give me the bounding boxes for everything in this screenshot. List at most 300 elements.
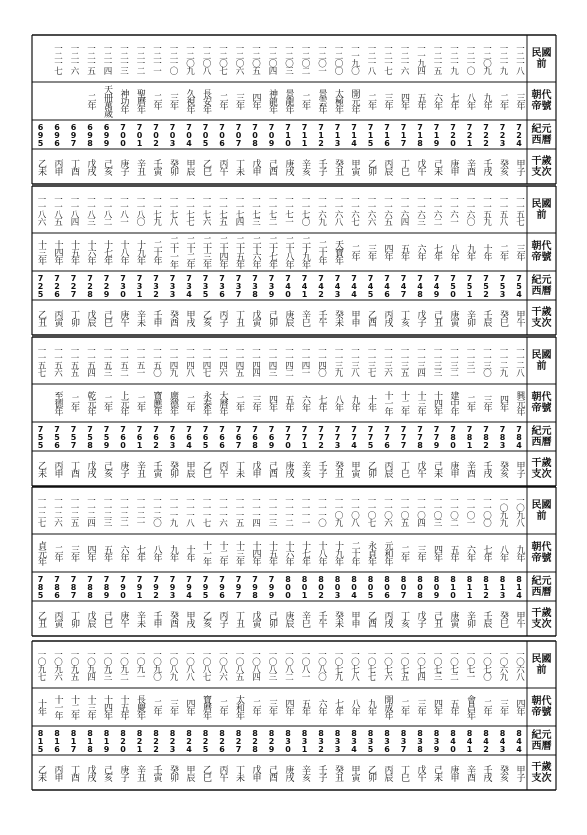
ad-cell: 753 [498, 273, 507, 298]
era-cell: 四年 [382, 244, 393, 260]
minguo-cell: 一〇七八 [349, 649, 360, 680]
era-cell: 八年 [498, 545, 508, 561]
ad-cell: 729 [102, 273, 111, 298]
ad-cell: 781 [465, 424, 474, 449]
header-ad: 紀元西曆 [531, 425, 552, 448]
minguo-cell: 一一二七 [36, 495, 46, 526]
ad-cell: 791 [135, 574, 144, 599]
ad-cell: 700 [118, 122, 128, 147]
ganzhi-cell: 丁巳 [399, 764, 409, 781]
minguo-cell: 一〇九六 [52, 649, 63, 680]
minguo-cell: 一一二八 [514, 345, 525, 376]
ad-cell: 799 [267, 574, 276, 599]
header-ad: 紀元西曆 [531, 575, 552, 598]
ad-cell: 798 [250, 574, 260, 599]
ganzhi-cell: 壬子 [316, 764, 327, 781]
era-cell: 十四年 [250, 541, 261, 565]
ganzhi-cell: 癸亥 [498, 460, 508, 477]
ad-cell: 829 [267, 728, 276, 753]
era-cell: 二年 [399, 545, 409, 561]
ad-cell: 709 [267, 122, 276, 147]
ganzhi-cell: 壬子 [316, 158, 327, 175]
minguo-cell: 一二一七 [52, 43, 63, 74]
era-cell: 二年 [349, 244, 360, 260]
ganzhi-cell: 庚申 [448, 764, 459, 781]
minguo-cell: 一一五六 [52, 345, 63, 376]
ganzhi-cell: 乙丑 [36, 309, 46, 326]
minguo-cell: 一二〇九 [481, 43, 492, 74]
era-cell: 太和年 [234, 695, 244, 719]
era-cell: 八年 [151, 545, 162, 561]
era-cell: 六年 [300, 395, 310, 411]
ad-cell: 698 [85, 122, 95, 147]
ad-cell: 732 [151, 273, 161, 298]
minguo-cell: 一一一二 [283, 495, 294, 526]
ganzhi-cell: 丙午 [217, 158, 228, 175]
minguo-cell: 一一三九 [333, 345, 343, 376]
ganzhi-cell: 辛丑 [135, 764, 145, 781]
ganzhi-cell: 癸亥 [498, 158, 508, 175]
ganzhi-cell: 甲申 [349, 309, 360, 326]
era-cell: 二年 [217, 699, 228, 715]
ad-cell: 805 [366, 574, 375, 599]
minguo-cell: 一一六〇 [465, 194, 475, 225]
ganzhi-cell: 甲午 [514, 309, 525, 326]
ad-cell: 796 [217, 574, 227, 599]
era-cell: 永泰年 [201, 391, 211, 415]
era-cell: 二十八年 [283, 236, 294, 268]
ganzhi-cell: 戊申 [250, 460, 261, 477]
era-cell: 建中年 [448, 391, 459, 415]
ganzhi-cell: 壬寅 [151, 158, 162, 175]
ganzhi-cell: 甲辰 [184, 158, 195, 175]
minguo-cell: 一一八一 [118, 194, 129, 225]
era-cell: 九年 [349, 395, 360, 411]
era-cell: 乾元年 [85, 391, 96, 415]
minguo-cell: 一〇九一 [135, 649, 145, 680]
ganzhi-cell: 丙戌 [382, 610, 393, 627]
ganzhi-cell: 乙酉 [366, 309, 376, 326]
era-cell: 十七年 [102, 240, 112, 264]
era-cell: 十五年 [69, 240, 79, 264]
era-cell [32, 84, 49, 118]
ad-cell: 818 [85, 728, 95, 753]
era-cell: 二年 [69, 395, 79, 411]
ad-cell: 813 [498, 574, 507, 599]
era-cell: 四年 [514, 699, 525, 715]
era-cell: 七年 [135, 545, 145, 561]
minguo-cell: 一一八〇 [135, 194, 145, 225]
ad-cell: 745 [366, 273, 375, 298]
ad-cell: 726 [52, 273, 62, 298]
era-cell: 二十四年 [217, 236, 228, 268]
ganzhi-cell: 丙辰 [382, 764, 393, 781]
era-cell: 廣德年 [168, 391, 178, 415]
ad-cell: 784 [514, 424, 524, 449]
minguo-cell: 一二一九 [448, 43, 459, 74]
era-cell: 景雲年 [316, 89, 327, 113]
ganzhi-cell: 辛卯 [465, 309, 475, 326]
minguo-cell: 一二〇五 [250, 43, 261, 74]
minguo-cell: 一一〇七 [366, 495, 376, 526]
era-cell: 八年 [349, 699, 360, 715]
ganzhi-cell: 癸丑 [333, 158, 343, 175]
era-cell: 二年 [234, 395, 244, 411]
era-cell: 長慶年 [135, 695, 145, 719]
minguo-cell: 一一二〇 [151, 495, 162, 526]
ganzhi-cell: 庚申 [448, 460, 459, 477]
ganzhi-cell: 乙酉 [366, 610, 376, 627]
ad-cell: 779 [432, 424, 441, 449]
era-cell: 十三年 [234, 541, 244, 565]
era-cell: 十二年 [217, 541, 228, 565]
era-cell: 十四年 [52, 240, 63, 264]
ad-cell: 821 [135, 728, 144, 753]
era-cell: 五年 [448, 699, 459, 715]
ganzhi-cell: 辛酉 [465, 460, 475, 477]
era-cell: 興元年 [514, 391, 525, 415]
minguo-cell: 一一〇九 [333, 495, 343, 526]
ad-cell: 727 [69, 273, 78, 298]
ad-cell: 839 [432, 728, 441, 753]
minguo-cell: 一一三四 [415, 345, 426, 376]
ad-cell: 759 [102, 424, 111, 449]
minguo-cell: 一一四八 [184, 345, 195, 376]
ad-cell: 715 [366, 122, 375, 147]
minguo-cell: 一二一八 [366, 43, 376, 74]
minguo-cell: 一〇八七 [201, 649, 211, 680]
minguo-cell: 一一八三 [85, 194, 96, 225]
era-cell: 十六年 [85, 240, 96, 264]
ad-cell: 838 [415, 728, 425, 753]
ad-cell: 712 [316, 122, 326, 147]
ganzhi-cell: 戊午 [415, 158, 426, 175]
ganzhi-cell: 丙寅 [52, 610, 63, 627]
ad-cell: 728 [85, 273, 95, 298]
ad-cell: 841 [465, 728, 474, 753]
ganzhi-cell: 辛酉 [465, 764, 475, 781]
minguo-cell: 一一三三 [432, 345, 442, 376]
header-minguo: 民國前 [531, 47, 552, 70]
era-cell: 十三年 [85, 695, 96, 719]
era-cell: 三年 [514, 244, 525, 260]
ganzhi-cell: 己亥 [102, 158, 112, 175]
minguo-cell: 一一七一 [283, 194, 294, 225]
ad-cell: 730 [118, 273, 128, 298]
minguo-cell: 一一一七 [201, 495, 211, 526]
era-cell: 長安年 [201, 89, 211, 113]
ganzhi-cell: 丙子 [217, 610, 228, 627]
ad-cell: 840 [448, 728, 458, 753]
ad-cell: 843 [498, 728, 507, 753]
ganzhi-cell: 己丑 [432, 309, 442, 326]
minguo-cell: 一一六四 [399, 194, 409, 225]
ad-cell: 760 [118, 424, 128, 449]
ganzhi-cell: 乙丑 [36, 610, 46, 627]
minguo-cell: 一一八四 [69, 194, 79, 225]
ad-cell: 770 [283, 424, 293, 449]
era-cell: 十五年 [267, 541, 277, 565]
minguo-cell: 一一五四 [85, 345, 96, 376]
minguo-cell: 一一二五 [69, 495, 79, 526]
minguo-cell: 一一四九 [168, 345, 178, 376]
era-cell: 三年 [481, 395, 492, 411]
ganzhi-cell: 甲寅 [349, 460, 360, 477]
ad-cell: 828 [250, 728, 260, 753]
ad-cell: 792 [151, 574, 161, 599]
era-cell: 三年 [250, 395, 261, 411]
minguo-cell: 一一七二 [267, 194, 277, 225]
ganzhi-cell: 癸卯 [168, 158, 178, 175]
ganzhi-cell: 丙辰 [382, 158, 393, 175]
ad-cell: 722 [481, 122, 491, 147]
era-cell: 九年 [366, 699, 376, 715]
minguo-cell: 一一八二 [102, 194, 112, 225]
ganzhi-cell: 丁卯 [69, 610, 79, 627]
header-era: 朝代帝號 [531, 90, 552, 112]
era-cell: 四年 [498, 395, 508, 411]
era-cell: 三年 [415, 545, 426, 561]
header-era: 朝代帝號 [531, 696, 552, 718]
minguo-cell: 一一一三 [267, 495, 277, 526]
minguo-cell: 一二〇六 [234, 43, 244, 74]
ganzhi-cell: 己丑 [432, 610, 442, 627]
ganzhi-cell: 丁未 [234, 158, 244, 175]
ganzhi-cell: 壬戌 [481, 158, 492, 175]
minguo-cell: 一〇七三 [432, 649, 442, 680]
minguo-cell: 一一六一 [448, 194, 459, 225]
ganzhi-cell: 庚寅 [448, 610, 459, 627]
ad-cell: 725 [36, 273, 45, 298]
era-cell: 六年 [118, 545, 129, 561]
ganzhi-cell: 壬辰 [481, 309, 492, 326]
era-cell: 二年 [151, 699, 162, 715]
era-cell: 五年 [283, 395, 294, 411]
era-cell: 寶曆年 [201, 695, 211, 719]
ganzhi-cell: 乙巳 [201, 764, 211, 781]
era-cell: 景龍年 [283, 89, 294, 113]
era-cell: 二十九年 [300, 236, 310, 268]
era-cell: 九年 [514, 545, 525, 561]
minguo-cell: 一一五八 [498, 194, 508, 225]
era-cell: 十二年 [399, 391, 409, 415]
ad-cell: 842 [481, 728, 491, 753]
era-cell: 元和年 [382, 541, 393, 565]
ganzhi-cell: 丁酉 [69, 764, 79, 781]
era-cell: 十八年 [316, 541, 327, 565]
ganzhi-cell: 丁亥 [399, 309, 409, 326]
minguo-cell: 一二一五 [432, 43, 442, 74]
ganzhi-cell: 癸亥 [498, 764, 508, 781]
minguo-cell: 一二〇九 [184, 43, 195, 74]
ganzhi-cell: 乙亥 [201, 309, 211, 326]
ganzhi-cell: 己未 [432, 460, 442, 477]
ad-cell: 754 [514, 273, 524, 298]
ad-cell: 755 [36, 424, 45, 449]
ganzhi-cell: 丁丑 [234, 309, 244, 326]
era-cell: 九年 [481, 93, 492, 109]
minguo-cell: 一〇九八 [514, 495, 525, 526]
minguo-cell: 一〇九四 [85, 649, 96, 680]
ganzhi-cell: 庚辰 [283, 610, 294, 627]
era-cell: 十九年 [333, 541, 343, 565]
era-cell: 聖曆年 [135, 89, 145, 113]
minguo-cell: 一一七三 [250, 194, 261, 225]
ganzhi-cell: 丁亥 [399, 610, 409, 627]
ad-cell: 743 [333, 273, 342, 298]
minguo-cell: 一一三七 [366, 345, 376, 376]
ad-cell: 771 [300, 424, 309, 449]
minguo-cell: 一〇七六 [382, 649, 393, 680]
ad-cell: 705 [201, 122, 210, 147]
era-cell: 三年 [382, 93, 393, 109]
ad-cell: 717 [399, 122, 408, 147]
minguo-cell: 一一三〇 [481, 345, 492, 376]
minguo-cell: 一二一〇 [168, 43, 178, 74]
minguo-cell: 一一五九 [481, 194, 492, 225]
minguo-cell: 一一〇三 [432, 495, 442, 526]
minguo-cell: 一〇八〇 [316, 649, 327, 680]
era-cell: 貞元年 [36, 541, 46, 565]
ganzhi-cell: 庚子 [118, 764, 129, 781]
minguo-cell: 一一六二 [432, 194, 442, 225]
ganzhi-cell: 丙子 [217, 309, 228, 326]
era-cell: 十一年 [201, 541, 211, 565]
ad-cell: 815 [36, 728, 45, 753]
minguo-cell: 一一七九 [151, 194, 162, 225]
era-cell: 十年 [184, 545, 195, 561]
ad-cell: 832 [316, 728, 326, 753]
ad-cell: 740 [283, 273, 293, 298]
ad-cell: 768 [250, 424, 260, 449]
minguo-cell: 一一二六 [52, 495, 63, 526]
minguo-cell: 一一二九 [498, 345, 508, 376]
ad-cell: 735 [201, 273, 210, 298]
era-cell: 十四年 [102, 695, 112, 719]
minguo-cell: 一一一六 [217, 495, 228, 526]
ganzhi-cell: 乙卯 [366, 460, 376, 477]
ad-cell: 697 [69, 122, 78, 147]
ad-cell: 696 [52, 122, 62, 147]
era-cell: 二年 [465, 395, 475, 411]
era-cell: 二年 [217, 93, 228, 109]
era-cell: 神功年 [118, 89, 129, 113]
ganzhi-cell: 戊子 [415, 309, 426, 326]
ganzhi-cell: 戊戌 [85, 158, 96, 175]
era-cell: 五年 [415, 93, 426, 109]
minguo-cell: 一〇七一 [465, 649, 475, 680]
ganzhi-cell: 丙申 [52, 764, 63, 781]
ganzhi-cell: 丁巳 [399, 460, 409, 477]
era-cell: 二年 [85, 93, 96, 109]
era-cell: 開元年 [349, 89, 360, 113]
era-cell: 四年 [250, 93, 261, 109]
minguo-cell: 一〇九三 [102, 649, 112, 680]
minguo-cell: 一一七八 [168, 194, 178, 225]
ad-cell: 761 [135, 424, 144, 449]
minguo-cell: 一一六七 [349, 194, 360, 225]
minguo-cell: 一二〇二 [300, 43, 310, 74]
header-era: 朝代帝號 [531, 241, 552, 263]
era-cell: 二年 [135, 395, 145, 411]
era-cell: 大曆年 [217, 391, 228, 415]
era-cell [65, 84, 82, 118]
ad-cell: 756 [52, 424, 62, 449]
minguo-cell: 一二一六 [399, 43, 409, 74]
era-cell: 三年 [514, 93, 525, 109]
minguo-cell: 一一四二 [283, 345, 294, 376]
minguo-cell: 一〇九五 [69, 649, 79, 680]
ganzhi-cell: 己未 [432, 764, 442, 781]
ad-cell: 714 [349, 122, 359, 147]
era-cell: 二十年 [349, 541, 360, 565]
era-cell: 三年 [498, 699, 508, 715]
ganzhi-cell: 丙辰 [382, 460, 393, 477]
ganzhi-cell: 庚子 [118, 460, 129, 477]
ganzhi-cell: 戊寅 [250, 309, 261, 326]
minguo-cell: 一一〇二 [448, 495, 459, 526]
minguo-cell: 一二〇四 [267, 43, 277, 74]
era-cell: 二年 [250, 699, 261, 715]
minguo-cell: 一一四〇 [316, 345, 327, 376]
era-cell: 久視年 [184, 89, 195, 113]
minguo-cell: 一〇八三 [267, 649, 277, 680]
ganzhi-cell: 癸未 [333, 610, 343, 627]
ad-cell: 707 [234, 122, 243, 147]
minguo-cell: 一一四七 [201, 345, 211, 376]
minguo-cell: 一〇八一 [300, 649, 310, 680]
ad-cell: 752 [481, 273, 491, 298]
ad-cell: 744 [349, 273, 359, 298]
minguo-cell: 一一六九 [316, 194, 327, 225]
minguo-cell: 一一四六 [217, 345, 228, 376]
ad-cell: 831 [300, 728, 309, 753]
ganzhi-cell: 戊辰 [85, 610, 96, 627]
minguo-cell [32, 37, 49, 80]
ad-cell: 719 [432, 122, 441, 147]
minguo-cell: 一〇七七 [366, 649, 376, 680]
ad-cell: 764 [184, 424, 194, 449]
era-cell: 八年 [465, 93, 475, 109]
era-cell: 三年 [267, 699, 277, 715]
ad-cell: 809 [432, 574, 441, 599]
ad-cell: 708 [250, 122, 260, 147]
ad-cell: 751 [465, 273, 474, 298]
ganzhi-cell: 乙巳 [201, 158, 211, 175]
ganzhi-cell: 戊寅 [250, 610, 261, 627]
ad-cell: 816 [52, 728, 62, 753]
ganzhi-cell: 乙卯 [366, 158, 376, 175]
header-minguo: 民國前 [531, 499, 552, 522]
era-cell: 二年 [498, 93, 508, 109]
era-cell: 開成年 [382, 695, 393, 719]
ad-cell: 748 [415, 273, 425, 298]
minguo-cell: 一〇八二 [283, 649, 294, 680]
ganzhi-cell: 己巳 [102, 309, 112, 326]
ganzhi-cell: 甲午 [514, 610, 525, 627]
era-cell: 十九年 [135, 240, 145, 264]
ad-cell: 777 [399, 424, 408, 449]
ad-cell: 711 [300, 122, 309, 147]
minguo-cell: 一一〇五 [399, 495, 409, 526]
minguo-cell: 一一二一 [135, 495, 145, 526]
ad-cell: 710 [283, 122, 293, 147]
ad-cell: 703 [168, 122, 177, 147]
ad-cell: 776 [382, 424, 392, 449]
era-cell: 二十年 [151, 240, 162, 264]
ad-cell: 788 [85, 574, 95, 599]
minguo-cell: 一二〇八 [201, 43, 211, 74]
